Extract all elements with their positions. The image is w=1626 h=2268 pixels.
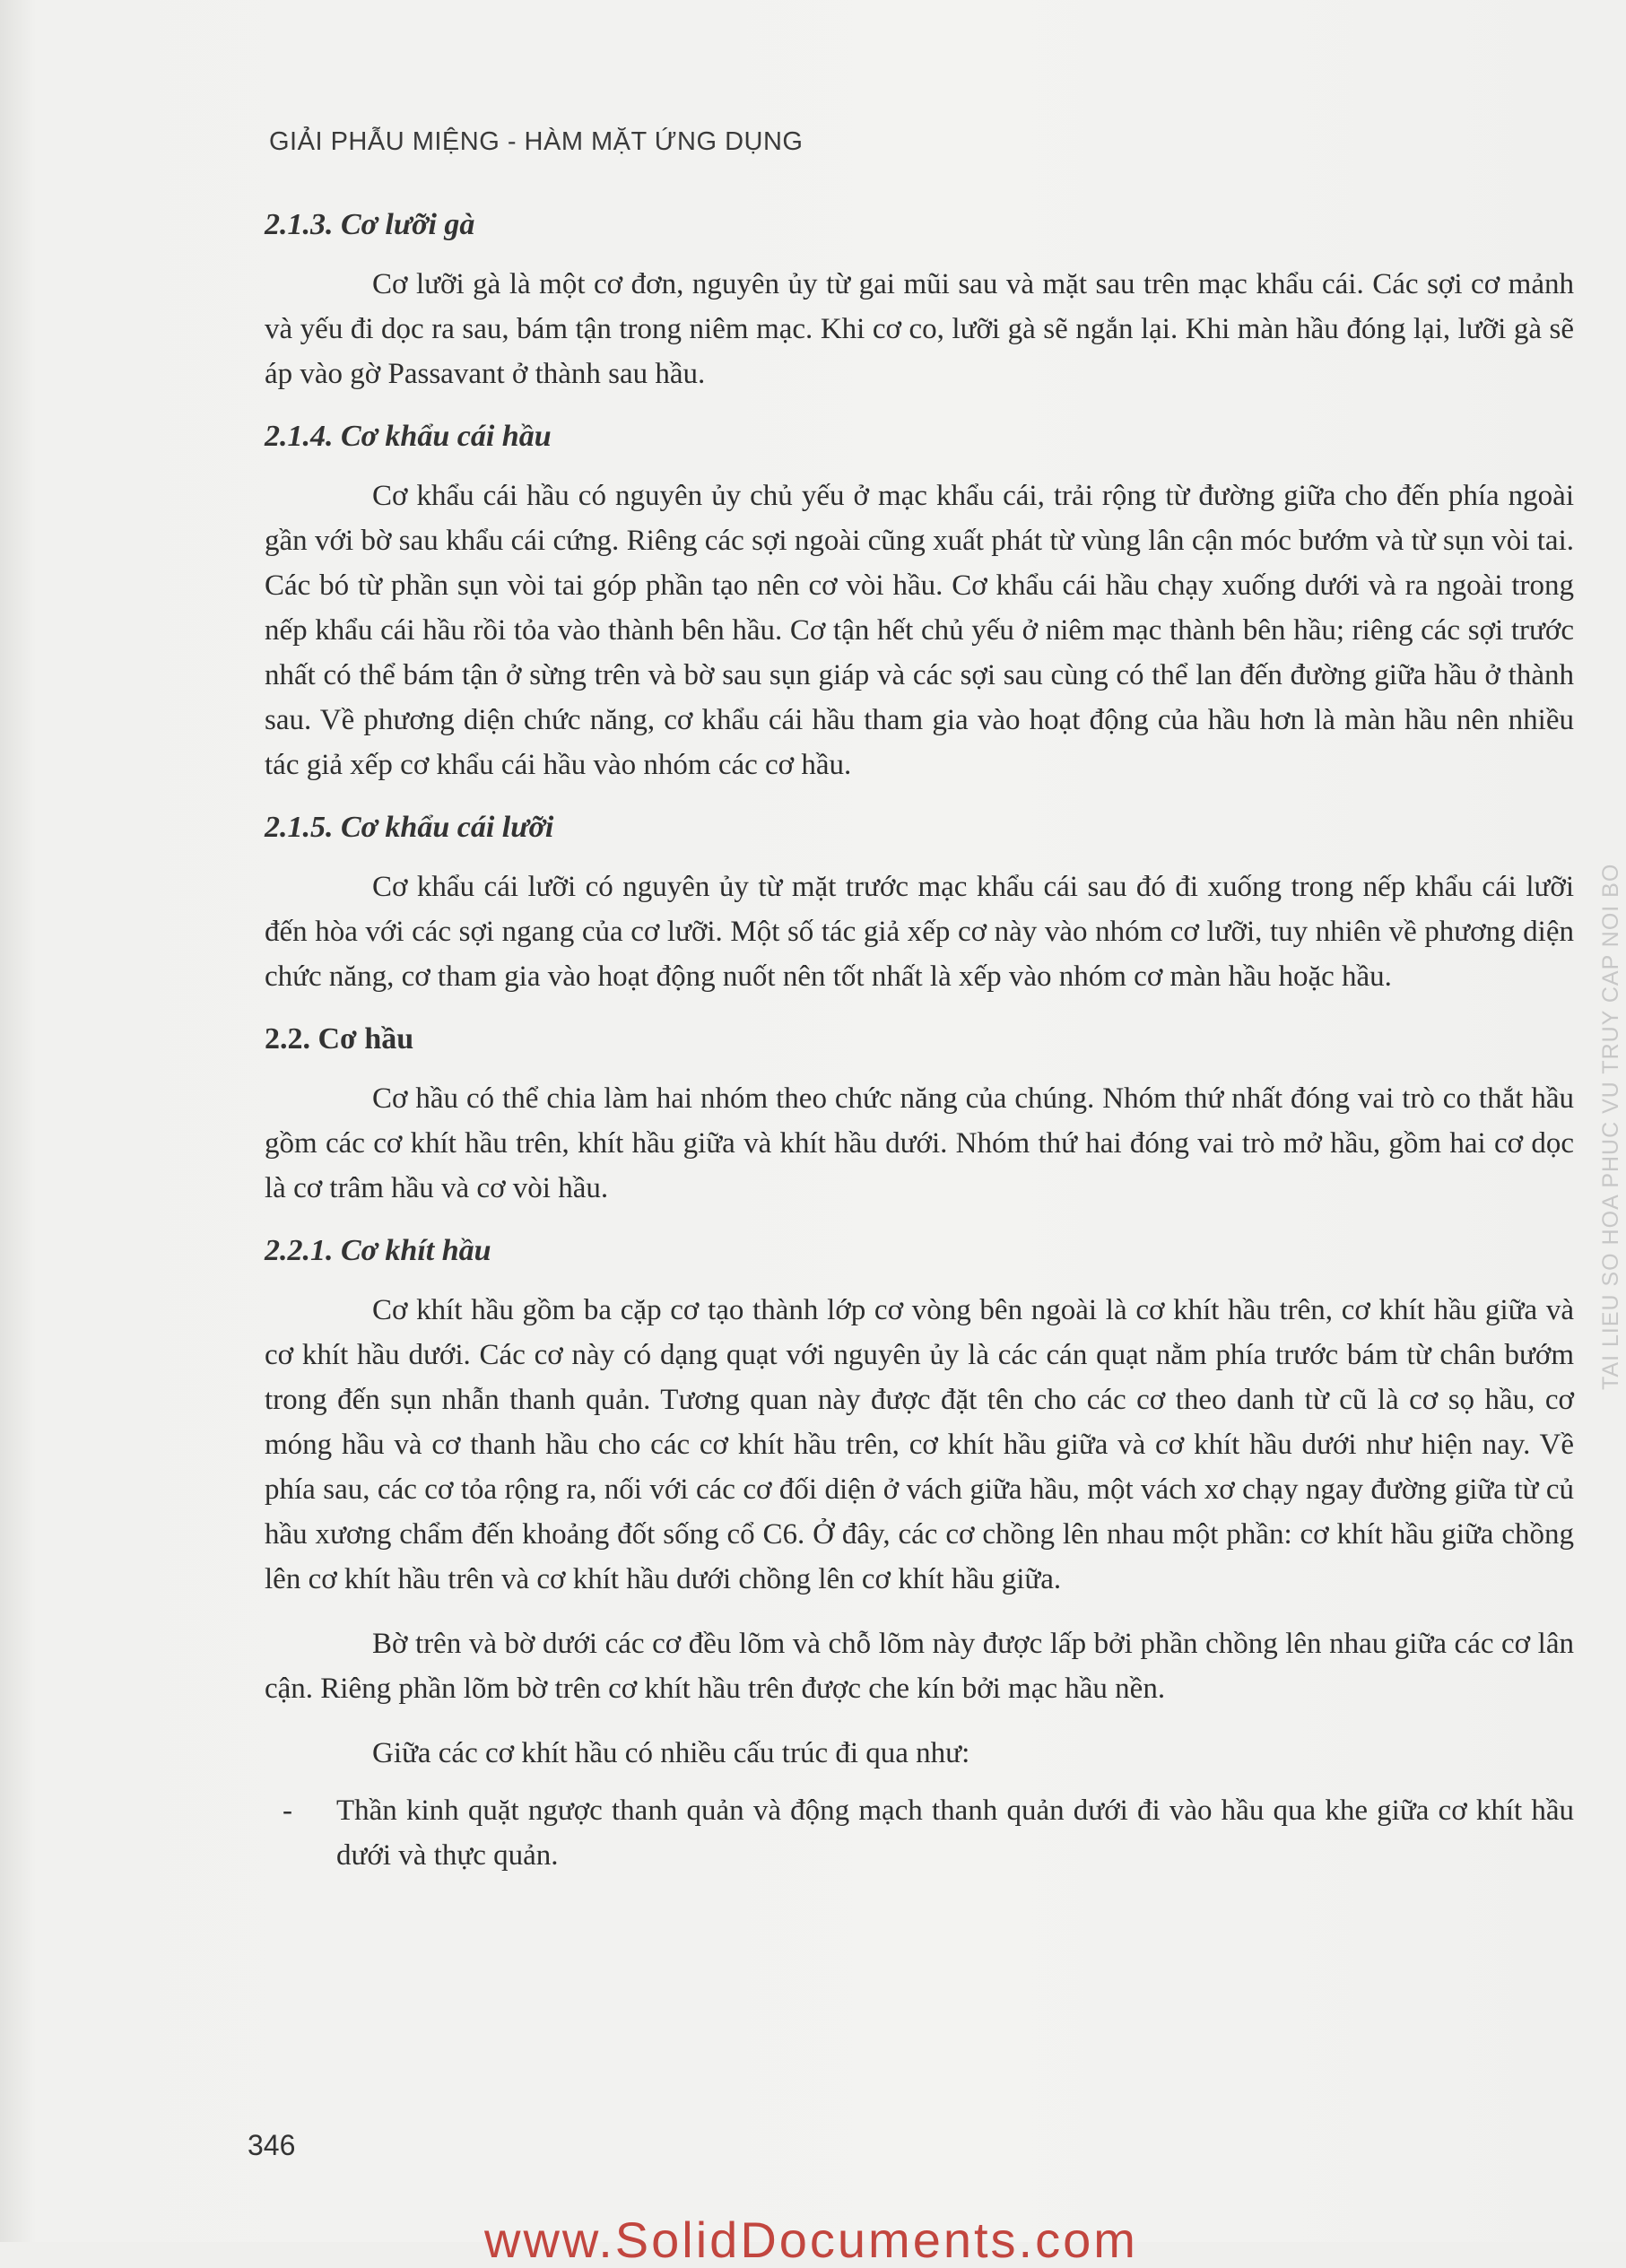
bullet-dash: - [283, 1794, 292, 1827]
section-heading: 2.2.1. Cơ khít hầu [265, 1234, 491, 1267]
page-content [265, 208, 1574, 1901]
paragraph: Cơ khẩu cái lưỡi có nguyên ủy từ mặt trước mạc khẩu cái sau đó đi xuống trong nếp khẩu cái lưỡi đến hòa với các sợi ngang của cơ lưỡi. Một số tác giả xếp cơ này vào nhóm cơ lưỡi, tuy nhiên về phương diện chức năng, cơ tham gia vào hoạt động nuốt nên tốt nhất là xếp vào nhóm cơ màn hầu hoặc hầu. [265, 871, 1574, 993]
list-item-text: Thần kinh quặt ngược thanh quản và động mạch thanh quản dưới đi vào hầu qua khe giữa cơ khít hầu dưới và thực quản. [336, 1794, 1574, 1872]
section-2-2-1 [265, 1234, 1574, 1878]
section-2-1-3 [265, 208, 1574, 396]
list-item [265, 1788, 1574, 1878]
section-heading: 2.1.4. Cơ khẩu cái hầu [265, 420, 552, 453]
side-watermark: TAI LIEU SO HOA PHUC VU TRUY CAP NOI BO [1598, 863, 1623, 1390]
paragraph: Giữa các cơ khít hầu có nhiều cấu trúc đi qua như: [372, 1737, 970, 1769]
paragraph: Cơ hầu có thể chia làm hai nhóm theo chức năng của chúng. Nhóm thứ nhất đóng vai trò co thắt hầu gồm các cơ khít hầu trên, khít hầu giữa và khít hầu dưới. Nhóm thứ hai đóng vai trò mở hầu, gồm hai cơ dọc là cơ trâm hầu và cơ vòi hầu. [265, 1082, 1574, 1204]
running-header: GIẢI PHẪU MIỆNG - HÀM MẶT ỨNG DỤNG [269, 127, 804, 156]
page-number: 346 [248, 2129, 296, 2161]
paragraph: Bờ trên và bờ dưới các cơ đều lõm và chỗ lõm này được lấp bởi phần chồng lên nhau giữa các cơ lân cận. Riêng phần lõm bờ trên cơ khít hầu trên được che kín bởi mạc hầu nền. [265, 1628, 1574, 1705]
section-heading: 2.1.5. Cơ khẩu cái lưỡi [265, 811, 554, 844]
section-2-1-4 [265, 420, 1574, 787]
bottom-watermark: www.SolidDocuments.com [484, 2212, 1138, 2268]
section-2-2 [265, 1022, 1574, 1211]
paragraph: Cơ khít hầu gồm ba cặp cơ tạo thành lớp cơ vòng bên ngoài là cơ khít hầu trên, cơ khít hầu giữa và cơ khít hầu dưới. Các cơ này có dạng quạt với nguyên ủy là các cán quạt nằm phía trước bám từ chân bướm trong đến sụn nhẫn thanh quản. Tương quan này được đặt tên cho các cơ theo danh từ cũ là cơ sọ hầu, cơ móng hầu và cơ thanh hầu cho các cơ khít hầu trên, cơ khít hầu giữa và cơ khít hầu dưới như hiện nay. Về phía sau, các cơ tỏa rộng ra, nối với các cơ đối diện ở vách giữa hầu, một vách xơ chạy ngay đường giữa từ củ hầu xương chẩm đến khoảng đốt sống cổ C6. Ở đây, các cơ chồng lên nhau một phần: cơ khít hầu giữa chồng lên cơ khít hầu trên và cơ khít hầu dưới chồng lên cơ khít hầu giữa. [265, 1294, 1574, 1595]
paragraph: Cơ khẩu cái hầu có nguyên ủy chủ yếu ở mạc khẩu cái, trải rộng từ đường giữa cho đến phía ngoài gần với bờ sau khẩu cái cứng. Riêng các sợi ngoài cũng xuất phát từ vùng lân cận móc bướm và từ sụn vòi tai. Các bó từ phần sụn vòi tai góp phần tạo nên cơ vòi hầu. Cơ khẩu cái hầu chạy xuống dưới và ra ngoài trong nếp khẩu cái hầu rồi tỏa vào thành bên hầu. Cơ tận hết chủ yếu ở niêm mạc thành bên hầu; riêng các sợi trước nhất có thể bám tận ở sừng trên và bờ sau sụn giáp và các sợi sau cùng có thể lan đến đường giữa hầu ở thành sau. Về phương diện chức năng, cơ khẩu cái hầu tham gia vào hoạt động của hầu hơn là màn hầu nên nhiều tác giả xếp cơ khẩu cái hầu vào nhóm các cơ hầu. [265, 480, 1574, 781]
paragraph: Cơ lưỡi gà là một cơ đơn, nguyên ủy từ gai mũi sau và mặt sau trên mạc khẩu cái. Các sợi cơ mảnh và yếu đi dọc ra sau, bám tận trong niêm mạc. Khi cơ co, lưỡi gà sẽ ngắn lại. Khi màn hầu đóng lại, lưỡi gà sẽ áp vào gờ Passavant ở thành sau hầu. [265, 268, 1574, 390]
section-heading: 2.2. Cơ hầu [265, 1022, 414, 1056]
section-2-1-5 [265, 811, 1574, 999]
section-heading: 2.1.3. Cơ lưỡi gà [265, 208, 475, 241]
